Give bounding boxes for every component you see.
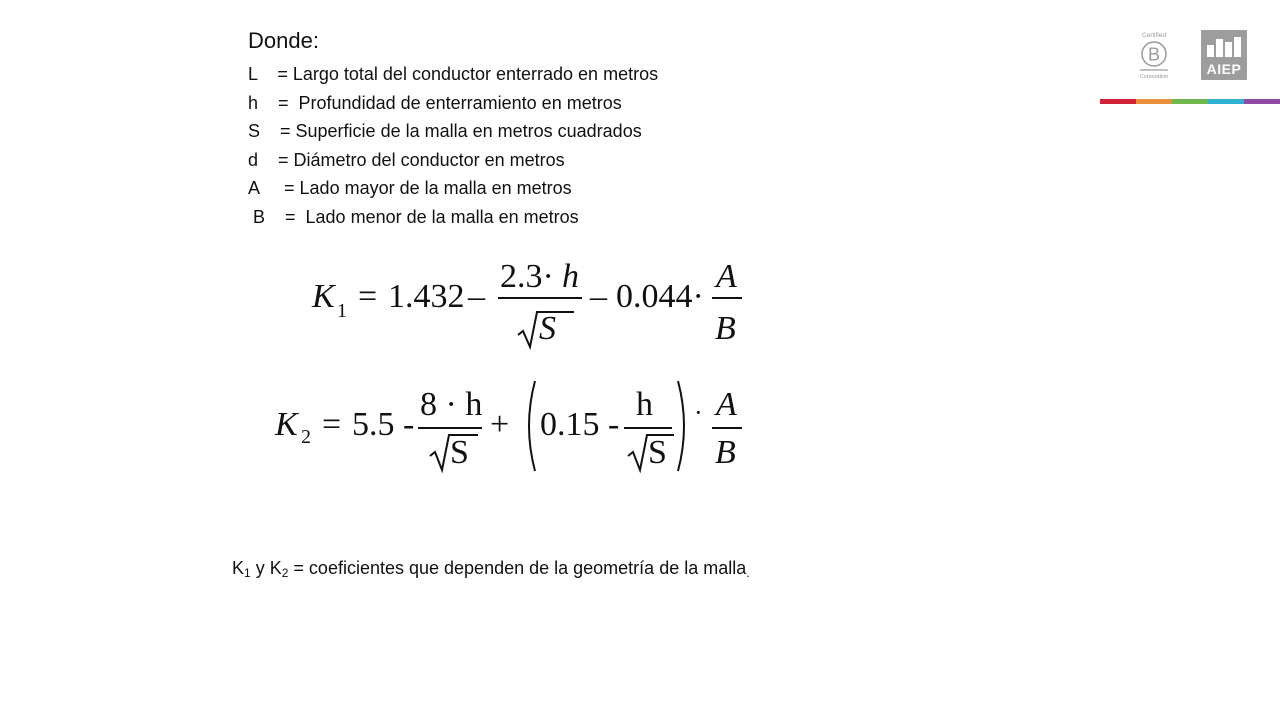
fraction-bar bbox=[712, 297, 742, 299]
coefficient-caption bbox=[232, 558, 750, 580]
building-icon bbox=[1206, 35, 1242, 57]
equals-sign: = bbox=[358, 278, 378, 315]
fraction-bar bbox=[712, 427, 742, 429]
constant-5-5: 5.5 - bbox=[352, 406, 415, 443]
inner-numerator-h: h bbox=[636, 386, 653, 423]
aiep-wordmark: AIEP bbox=[1206, 61, 1242, 77]
ratio-a: A bbox=[716, 258, 737, 295]
multiply-dot: · bbox=[694, 398, 703, 427]
constant-1432: 1.432 bbox=[388, 278, 465, 315]
caption-k1-subscript: 1 bbox=[244, 566, 251, 580]
fraction-bar bbox=[498, 297, 582, 299]
ratio-b: B bbox=[715, 434, 736, 471]
fraction-bar bbox=[624, 427, 672, 429]
right-paren-icon bbox=[674, 378, 694, 474]
definition-row: d = Diámetro del conductor en metros bbox=[248, 149, 565, 170]
ratio-a: A bbox=[716, 386, 737, 423]
numerator-2-3: 2.3· bbox=[500, 258, 554, 295]
constant-0-15: 0.15 - bbox=[540, 406, 620, 443]
k2-subscript: 2 bbox=[301, 426, 311, 448]
minus-sign: – bbox=[468, 278, 485, 315]
k1-subscript: 1 bbox=[337, 300, 347, 322]
brand-stripe-purple bbox=[1244, 99, 1280, 104]
k2-symbol: K bbox=[275, 406, 298, 443]
definitions-title: Donde: bbox=[248, 28, 319, 53]
brand-stripe-orange bbox=[1136, 99, 1172, 104]
caption-k2: K bbox=[269, 558, 282, 578]
definition-row: L = Largo total del conductor enterrado en metros bbox=[248, 64, 659, 84]
definition-row: h = Profundidad de enterramiento en metros bbox=[248, 92, 622, 113]
caption-k2-subscript: 2 bbox=[281, 566, 289, 580]
numerator-8h: 8 · h bbox=[420, 386, 483, 423]
definitions-block bbox=[248, 28, 658, 232]
denominator-s: S bbox=[450, 434, 469, 471]
bcorp-certified-text: Certified bbox=[1141, 32, 1167, 39]
caption-k1: K bbox=[232, 558, 245, 578]
inner-denominator-s: S bbox=[648, 434, 667, 471]
bcorp-letter: B bbox=[1147, 44, 1161, 65]
aiep-logo bbox=[1201, 30, 1247, 80]
definition-row: A = Lado mayor de la malla en metros bbox=[248, 178, 572, 199]
definition-row: B = Lado menor de la malla en metros bbox=[248, 206, 579, 227]
fraction-bar bbox=[418, 427, 482, 429]
brand-stripe-red bbox=[1100, 99, 1136, 104]
bcorp-corporation-text: Corporation bbox=[1139, 74, 1169, 80]
plus-sign: + bbox=[490, 406, 510, 443]
caption-conjunction: y bbox=[250, 558, 270, 578]
numerator-h: h bbox=[562, 258, 579, 295]
brand-stripe-green bbox=[1172, 99, 1208, 104]
bcorp-logo bbox=[1132, 30, 1176, 82]
denominator-s: S bbox=[539, 310, 556, 347]
equals-sign: = bbox=[322, 406, 342, 443]
definition-row: S = Superficie de la malla en metros cuadrados bbox=[248, 121, 642, 142]
k1-symbol: K bbox=[312, 278, 335, 315]
minus-sign: – bbox=[590, 278, 607, 315]
ratio-b: B bbox=[715, 310, 736, 347]
constant-0044: 0.044· bbox=[616, 278, 704, 315]
caption-period: . bbox=[746, 566, 750, 580]
caption-text: = coeficientes que dependen de la geometría de la malla bbox=[288, 558, 747, 578]
left-paren-icon bbox=[519, 378, 539, 474]
brand-stripe-blue bbox=[1208, 99, 1244, 104]
